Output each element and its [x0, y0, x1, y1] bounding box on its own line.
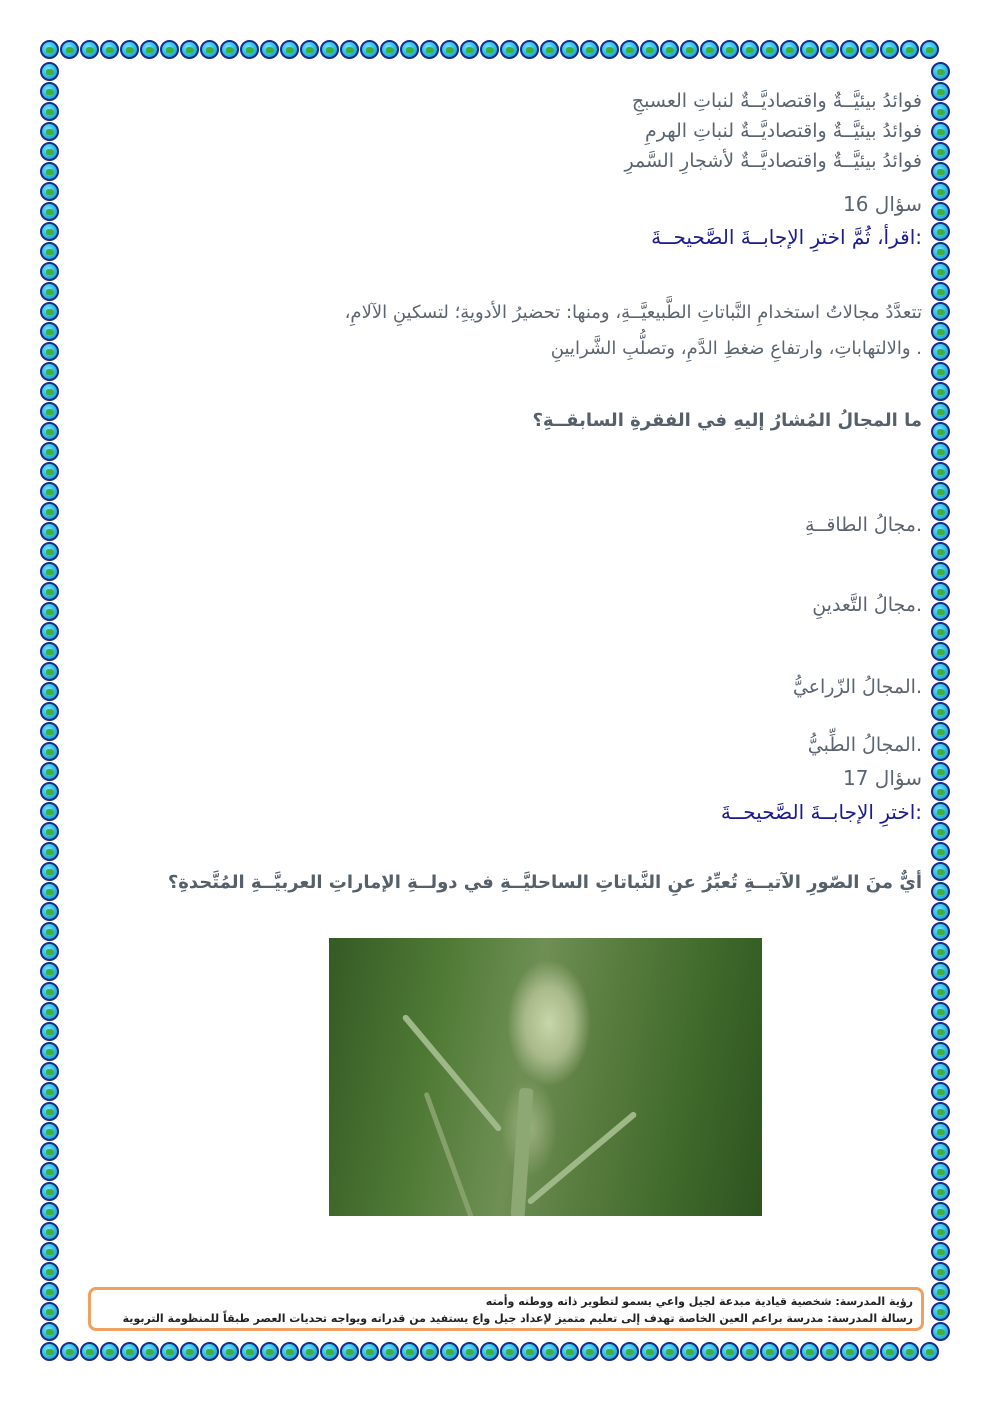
globe-icon: [931, 962, 950, 981]
globe-icon: [300, 1342, 319, 1361]
globe-icon: [540, 40, 559, 59]
answer-option-1[interactable]: .مجالُ الطاقــةِ: [805, 514, 922, 536]
globe-icon: [931, 302, 950, 321]
globe-icon: [100, 40, 119, 59]
globe-icon: [931, 902, 950, 921]
globe-icon: [40, 462, 59, 481]
answer-option-2[interactable]: .مجالُ التَّعدينِ: [812, 594, 922, 616]
globe-icon: [40, 962, 59, 981]
plant-photo[interactable]: [329, 938, 762, 1216]
globe-icon: [40, 802, 59, 821]
globe-icon: [931, 522, 950, 541]
globe-icon: [420, 40, 439, 59]
globe-icon: [240, 40, 259, 59]
globe-icon: [931, 262, 950, 281]
globe-icon: [931, 1082, 950, 1101]
topic-line: فوائدُ بيئيَّــةٌ واقتصاديَّــةٌ لنباتِ الهرمِ: [644, 120, 922, 142]
globe-icon: [40, 222, 59, 241]
globe-icon: [40, 762, 59, 781]
globe-icon: [500, 40, 519, 59]
globe-icon: [480, 1342, 499, 1361]
globe-icon: [40, 1162, 59, 1181]
globe-icon: [40, 482, 59, 501]
globe-icon: [580, 1342, 599, 1361]
globe-icon: [931, 202, 950, 221]
globe-icon: [931, 982, 950, 1001]
globe-icon: [820, 40, 839, 59]
globe-icon: [760, 1342, 779, 1361]
globe-icon: [300, 40, 319, 59]
globe-icon: [931, 222, 950, 241]
globe-icon: [780, 40, 799, 59]
globe-icon: [40, 282, 59, 301]
globe-icon: [931, 402, 950, 421]
globe-icon: [40, 322, 59, 341]
globe-icon: [40, 1202, 59, 1221]
globe-icon: [40, 622, 59, 641]
globe-icon: [520, 1342, 539, 1361]
globe-icon: [40, 1122, 59, 1141]
right-border: [931, 62, 951, 1342]
globe-icon: [40, 642, 59, 661]
globe-icon: [931, 362, 950, 381]
globe-icon: [931, 1182, 950, 1201]
globe-icon: [40, 582, 59, 601]
globe-icon: [80, 40, 99, 59]
globe-icon: [880, 40, 899, 59]
globe-icon: [360, 1342, 379, 1361]
globe-icon: [40, 922, 59, 941]
bottom-border: [40, 1342, 940, 1362]
globe-icon: [780, 1342, 799, 1361]
globe-icon: [460, 40, 479, 59]
globe-icon: [840, 1342, 859, 1361]
globe-icon: [520, 40, 539, 59]
globe-icon: [380, 1342, 399, 1361]
globe-icon: [340, 40, 359, 59]
globe-icon: [931, 1002, 950, 1021]
globe-icon: [40, 562, 59, 581]
globe-icon: [260, 40, 279, 59]
globe-icon: [40, 1242, 59, 1261]
globe-icon: [40, 662, 59, 681]
globe-icon: [931, 282, 950, 301]
globe-icon: [40, 362, 59, 381]
globe-icon: [931, 882, 950, 901]
school-vision: رؤية المدرسة: شخصية قيادية مبدعة لجيل واعي يسمو لتطوير ذاته ووطنه وأمته: [485, 1295, 913, 1308]
globe-icon: [360, 40, 379, 59]
globe-icon: [40, 262, 59, 281]
globe-icon: [680, 1342, 699, 1361]
globe-icon: [931, 782, 950, 801]
globe-icon: [920, 1342, 939, 1361]
globe-icon: [460, 1342, 479, 1361]
globe-icon: [931, 582, 950, 601]
globe-icon: [740, 1342, 759, 1361]
globe-icon: [931, 422, 950, 441]
globe-icon: [40, 202, 59, 221]
globe-icon: [620, 1342, 639, 1361]
globe-icon: [140, 1342, 159, 1361]
globe-icon: [931, 1302, 950, 1321]
globe-icon: [440, 40, 459, 59]
globe-icon: [931, 322, 950, 341]
globe-icon: [931, 602, 950, 621]
globe-icon: [931, 462, 950, 481]
globe-icon: [220, 1342, 239, 1361]
globe-icon: [931, 442, 950, 461]
globe-icon: [40, 422, 59, 441]
globe-icon: [720, 40, 739, 59]
globe-icon: [60, 1342, 79, 1361]
globe-icon: [40, 1062, 59, 1081]
globe-icon: [40, 1022, 59, 1041]
globe-icon: [800, 1342, 819, 1361]
globe-icon: [40, 902, 59, 921]
school-footer: [88, 1287, 924, 1331]
globe-icon: [40, 842, 59, 861]
globe-icon: [740, 40, 759, 59]
globe-icon: [931, 822, 950, 841]
globe-icon: [931, 542, 950, 561]
globe-icon: [40, 702, 59, 721]
globe-icon: [860, 1342, 879, 1361]
globe-icon: [931, 862, 950, 881]
globe-icon: [931, 1022, 950, 1041]
globe-icon: [931, 382, 950, 401]
globe-icon: [200, 1342, 219, 1361]
globe-icon: [40, 122, 59, 141]
globe-icon: [40, 382, 59, 401]
globe-icon: [100, 1342, 119, 1361]
globe-icon: [40, 442, 59, 461]
globe-icon: [40, 1042, 59, 1061]
globe-icon: [931, 62, 950, 81]
globe-icon: [900, 40, 919, 59]
globe-icon: [220, 40, 239, 59]
question-16-instruction: :اقرأ، ثُمَّ اخترِ الإجابــةَ الصَّحيحــةَ: [651, 225, 922, 249]
globe-icon: [560, 40, 579, 59]
globe-icon: [580, 40, 599, 59]
globe-icon: [320, 40, 339, 59]
globe-icon: [931, 102, 950, 121]
globe-icon: [40, 882, 59, 901]
globe-icon: [880, 1342, 899, 1361]
globe-icon: [420, 1342, 439, 1361]
globe-icon: [240, 1342, 259, 1361]
globe-icon: [380, 40, 399, 59]
globe-icon: [40, 1302, 59, 1321]
question-17-instruction: :اخترِ الإجابــةَ الصَّحيحــةَ: [720, 800, 922, 824]
globe-icon: [40, 542, 59, 561]
globe-icon: [931, 482, 950, 501]
globe-icon: [40, 1002, 59, 1021]
globe-icon: [860, 40, 879, 59]
globe-icon: [920, 40, 939, 59]
globe-icon: [260, 1342, 279, 1361]
globe-icon: [160, 40, 179, 59]
globe-icon: [931, 1062, 950, 1081]
globe-icon: [40, 782, 59, 801]
globe-icon: [40, 602, 59, 621]
globe-icon: [400, 40, 419, 59]
globe-icon: [931, 1282, 950, 1301]
globe-icon: [80, 1342, 99, 1361]
passage-line: تتعدَّدُ مجالاتُ استخدامِ النَّباتاتِ الطَّبيعيَّــةِ، ومنها: تحضيرُ الأدويةِ؛ لتسكينِ الآلامِ،: [344, 302, 922, 323]
globe-icon: [40, 1102, 59, 1121]
globe-icon: [40, 1342, 59, 1361]
globe-icon: [40, 1282, 59, 1301]
globe-icon: [931, 1322, 950, 1341]
globe-icon: [40, 1222, 59, 1241]
globe-icon: [120, 40, 139, 59]
passage-line: . والالتهاباتِ، وارتفاعِ ضغطِ الدَّمِ، وتصلُّبِ الشَّرايينِ: [550, 338, 922, 359]
globe-icon: [931, 562, 950, 581]
globe-icon: [200, 40, 219, 59]
globe-icon: [600, 40, 619, 59]
globe-icon: [40, 1182, 59, 1201]
globe-icon: [931, 182, 950, 201]
globe-icon: [931, 802, 950, 821]
globe-icon: [40, 682, 59, 701]
globe-icon: [931, 1162, 950, 1181]
globe-icon: [931, 742, 950, 761]
question-17-title: سؤال 17: [843, 766, 922, 790]
answer-option-3[interactable]: .المجالُ الزّراعيُّ: [792, 676, 922, 698]
topic-line: فوائدُ بيئيَّــةٌ واقتصاديَّــةٌ لأشجارِ السَّمرِ: [624, 150, 922, 172]
globe-icon: [280, 40, 299, 59]
globe-icon: [931, 682, 950, 701]
globe-icon: [40, 102, 59, 121]
globe-icon: [140, 40, 159, 59]
globe-icon: [700, 1342, 719, 1361]
globe-icon: [680, 40, 699, 59]
left-border: [40, 62, 60, 1342]
globe-icon: [40, 82, 59, 101]
globe-icon: [400, 1342, 419, 1361]
globe-icon: [40, 342, 59, 361]
globe-icon: [931, 162, 950, 181]
globe-icon: [40, 722, 59, 741]
globe-icon: [440, 1342, 459, 1361]
globe-icon: [40, 1262, 59, 1281]
globe-icon: [931, 342, 950, 361]
globe-icon: [160, 1342, 179, 1361]
globe-icon: [40, 1082, 59, 1101]
globe-icon: [931, 142, 950, 161]
globe-icon: [931, 842, 950, 861]
question-16-title: سؤال 16: [843, 192, 922, 216]
globe-icon: [40, 40, 59, 59]
globe-icon: [560, 1342, 579, 1361]
globe-icon: [40, 182, 59, 201]
globe-icon: [40, 822, 59, 841]
globe-icon: [480, 40, 499, 59]
globe-icon: [40, 302, 59, 321]
globe-icon: [40, 1322, 59, 1341]
question-17-text: أيٌّ منَ الصّورِ الآتيــةِ تُعبِّرُ عنِ النَّباتاتِ الساحليَّــةِ في دولــةِ الإماراتِ العربيَّــةِ المُتَّحدةِ؟: [167, 872, 922, 893]
globe-icon: [900, 1342, 919, 1361]
globe-icon: [40, 862, 59, 881]
globe-icon: [620, 40, 639, 59]
globe-icon: [931, 662, 950, 681]
globe-icon: [760, 40, 779, 59]
globe-icon: [280, 1342, 299, 1361]
globe-icon: [500, 1342, 519, 1361]
globe-icon: [640, 1342, 659, 1361]
globe-icon: [931, 922, 950, 941]
globe-icon: [40, 162, 59, 181]
globe-icon: [700, 40, 719, 59]
globe-icon: [931, 762, 950, 781]
globe-icon: [660, 1342, 679, 1361]
globe-icon: [840, 40, 859, 59]
globe-icon: [40, 522, 59, 541]
globe-icon: [931, 622, 950, 641]
globe-icon: [40, 142, 59, 161]
globe-icon: [40, 502, 59, 521]
globe-icon: [60, 40, 79, 59]
globe-icon: [600, 1342, 619, 1361]
globe-icon: [40, 982, 59, 1001]
globe-icon: [180, 1342, 199, 1361]
globe-icon: [40, 742, 59, 761]
globe-icon: [931, 82, 950, 101]
answer-option-4[interactable]: .المجالُ الطِّبيُّ: [807, 734, 922, 756]
globe-icon: [931, 1242, 950, 1261]
top-border: [40, 40, 940, 60]
globe-icon: [720, 1342, 739, 1361]
globe-icon: [931, 1122, 950, 1141]
globe-icon: [40, 942, 59, 961]
globe-icon: [931, 502, 950, 521]
globe-icon: [320, 1342, 339, 1361]
globe-icon: [180, 40, 199, 59]
globe-icon: [660, 40, 679, 59]
globe-icon: [40, 242, 59, 261]
globe-icon: [640, 40, 659, 59]
globe-icon: [931, 1222, 950, 1241]
globe-icon: [931, 1102, 950, 1121]
globe-icon: [931, 122, 950, 141]
globe-icon: [120, 1342, 139, 1361]
globe-icon: [40, 402, 59, 421]
topic-line: فوائدُ بيئيَّــةٌ واقتصاديَّــةٌ لنباتِ العسبجِ: [631, 90, 922, 112]
globe-icon: [931, 1142, 950, 1161]
globe-icon: [40, 1142, 59, 1161]
globe-icon: [931, 702, 950, 721]
globe-icon: [800, 40, 819, 59]
question-16-text: ما المجالُ المُشارُ إليهِ في الفقرةِ السابقــةِ؟: [532, 410, 922, 431]
globe-icon: [931, 242, 950, 261]
globe-icon: [820, 1342, 839, 1361]
globe-icon: [931, 1262, 950, 1281]
globe-icon: [40, 62, 59, 81]
globe-icon: [540, 1342, 559, 1361]
school-mission: رسالة المدرسة: مدرسة براعم العين الخاصة تهدف إلى تعليم متميز لإعداد جيل واع يستفيد من قدراته ويواجه تحديات العصر طبقاً للمنظومة التربوية: [122, 1312, 913, 1325]
globe-icon: [931, 1202, 950, 1221]
globe-icon: [931, 942, 950, 961]
globe-icon: [931, 722, 950, 741]
globe-icon: [340, 1342, 359, 1361]
globe-icon: [931, 1042, 950, 1061]
globe-icon: [931, 642, 950, 661]
